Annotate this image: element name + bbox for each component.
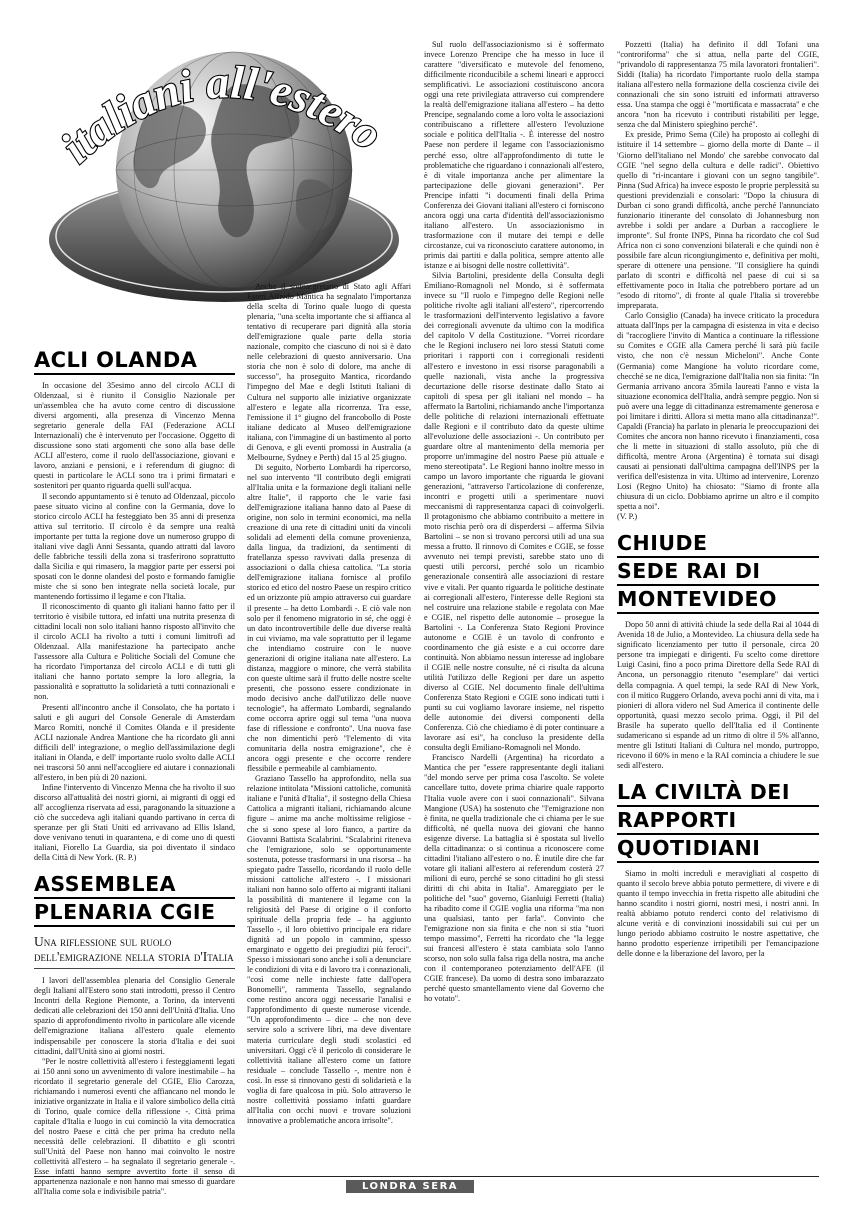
assemblea-paragraph: Carlo Consiglio (Canada) ha invece criticato la procedura attuata dall'Inps per la campagna di esistenza in vita e deciso di "raccogliere l'invito di Mantica a continuare la riflessione su Comites e CGIE alla Camera perché li sarà più facile visto, che non c'è nessun Micheloni". Anche Conte (Germania) come Mangione ha voluto ricordare come, checché se ne dica, l'emigrazione dall'Italia non sia finita: "In Germania arrivano ancora 35mila laureati l'anno e vista la situazione economica dell'Italia, andrà sempre peggio. Non si può avere una legge di cittadinanza estremamente generosa e poi limitare i diritti. Allora si metta mano alla cittadinanza!". Capaldi (Francia) ha parlato in plenaria le preoccupazioni dei Comites che ancora non hanno ricevuto i finanziamenti, cosa che li mette in situazioni di stallo assoluto, più che di difficoltà, mentre Arona (Argentina) è tornata sui disagi causati ai pensionati dall'ultima campagna dell'INPS per la verifica dell'esistenza in vita. Ultimo ad intervenire, Lorenzo Losi (Regno Unito) ha chiosato: "Siamo di fronte alla chiusura di un ciclo. Dobbiamo aprirne un altro e il compito spetta a noi". [617, 311, 819, 512]
assemblea-paragraph: Silvia Bartolini, presidente della Consulta degli Emiliano-Romagnoli nel Mondo, si è soffermata invece su "Il ruolo e l'impegno delle Regioni nelle politiche rivolte agli italiani all'estero", ripercorrendo le trasformazioni dell'intervento legislativo a favore dei corregionali avvenute da ultimo con la modifica del capitolo V della Costituzione. "Vorrei ricordare che le Regioni inclusero nei loro stessi Statuti come prioritari i rapporti con i corregionali residenti all'estero e investono in essi risorse paragonabili a quelle nazionali, vista anche la progressiva decurtazione delle risorse destinate dallo Stato ai capitoli di spesa per gli italiani nel mondo – ha affermato la Bartolini, richiamando anche l'importanza delle politiche di relazioni internazionali effettuate dalle Regioni e il contributo dato da queste ultime all'evoluzione delle associazioni -. Un contributo per guardare oltre al mantenimento della memoria per proporre un'immagine del nostro Paese più attuale e meno stereotipata". Le Regioni hanno inoltre messo in campo un lavoro importante che riguarda le giovani generazioni, "attraverso l'articolazione di conferenze, incontri e progetti utili a sperimentare nuovi meccanismi di rappresentanza capaci di coinvolgerli. Il protagonismo che abbiamo contribuito a mettere in moto rischia però ora di disperdersi – afferma Silvia Bartolini – se non si trovano percorsi utili ad una sua messa a frutto. Il rinnovo di Comites e CGIE, se fosse avvenuto nei tempi previsti, sarebbe stato uno di questi utili percorsi, perché solo un ricambio generazionale consentirà alle associazioni di restare vive e vitali. Per quanto riguarda le politiche destinate ai corregionali all'estero, l'interesse delle Regioni sta nel costruire una relazione stabile e regolata con Mae e CGIE, nel rispetto delle autonomie – prosegue la Bartolini -. La Conferenza Stato Regioni Province autonome e CGIE è un tavolo di confronto e coordinamento che già esiste e a cui occorre dare continuità. Non abbiamo nessun interesse ad inglobare il CGIE nelle nostre consulte, né ci risulta da alcuna utilità l'utilizzo delle Regioni per dare un aspetto diverso al CGIE. Nel documento finale dell'ultima Conferenza Stato Regioni e CGIE sono indicati tutti i punti su cui vogliamo lavorare insieme, nel rispetto delle autonomie dei diversi componenti della Conferenza. Ciò che chiediamo è di poter continuare a lavorare así esi", ha concluso la presidente della consulta degli Emiliano-Romagnoli nel Mondo. [424, 271, 604, 753]
acli-paragraph: Presenti all'incontro anche il Consolato, che ha portato i saluti e gli auguri del Console Generale di Amsterdam Marco Romiti, nonché il Comites Olanda e il presidente ACLI nazionale Andrea Mantione che ha ricordato gli anni difficili dell' integrazione, o meglio dell'assimilazione degli italiani in Olanda, e dell' importante ruolo svolto dalle ACLI nei trascorsi 50 anni nell'accogliere ed aiutare i connazionali all'estero, in ben più di 20 nazioni. [34, 702, 235, 782]
page-footer [34, 1176, 819, 1191]
column-3 [424, 40, 604, 1170]
headline-rai [617, 530, 819, 614]
acli-paragraph: Infine l'intervento di Vincenzo Menna che ha rivolto il suo discorso all'attualità dei nostri giorni, ai migranti di oggi ed all' accoglienza riservata ad essi, paragonando la situazione a ciò che succedeva agli italiani quando partivano in cerca di speranze per gli Stati Uniti ed arrivavano ad Ellis Island, dove venivano tenuti in quarantena, e di come uno di questi italiani, Fiorello La Guardia, sia poi diventato il sindaco della Città di New York. (R. P.) [34, 782, 235, 863]
assemblea-paragraph: Ex preside, Primo Sema (Cile) ha proposto ai colleghi di istituire il 14 settembre – giorno della morte di Dante – il 'Giorno dell'italiano nel Mondo' che sarebbe convocato dal CGIE "nel segno della cultura e delle radici". Obiettivo quello di "ri-incantare i giovani con un segno tangibile". Pinna (Sud Africa) ha invece esposto le proprie perplessità su questioni previdenziali e consolari: "Dopo la chiusura di Durban ci sono grandi difficoltà, anche perché l'annunciato funzionario itinerante del consolato di Johannesburg non avrebbe i soldi per andare a Durban a raccogliere le impronte". Sul fronte INPS, Pinna ha ricordato che col Sud Africa non ci sono convenzioni bilaterali e che quindi non è possibile fare alcun ricongiungimento e, definitiva per molti, sperare di ottenere una pensione. "Il consigliere ha quindi parlato di scontri e difficoltà nel paese di cui si sa effettivamente poco in Italia che potrebbero portare ad un "esodo di ritorno", di fronte al quale l'Italia si troverebbe impreparata. [617, 130, 819, 311]
civilta-paragraph: Siamo in molti increduli e meravigliati al cospetto di quanto il secolo breve abbia potuto permettere, di vivere e di quanto il tempo invecchia in fretta rispetto alle abitudini che hanno scandito i nostri giorni, nostri mesi, i nostri anni. In realtà abbiamo potuto renderci conto del relativismo di alcune verità e di convinzioni inossidabili sui cui per un lungo periodo abbiamo costruito le nostre aspettative, che hanno prodotto esperienze irripetibili per l'emancipazione delle donne e la liberazione del lavoro, per la [617, 868, 819, 959]
assemblea-paragraph: Sul ruolo dell'associazionismo si è soffermato invece Lorenzo Prencipe che ha messo in luce il carattere "diversificato e mutevole del fenomeno, difficilmente riconducibile a schemi lineari e approcci semplificativi. Le associazioni costituiscono ancora oggi una rete privilegiata attraverso cui comprendere la realtà dell'emigrazione italiana all'estero – ha detto Prencipe, segnalando come a loro volta le associazioni contribuiscano a riflettere all'estero l'evoluzione sociale e politica dell'Italia -. È interesse del nostro Paese non perdere il legame con l'associazionismo perché esso, oltre all'approfondimento di tutte le problematiche che riguardano i connazionali all'estero, è di vitale importanza anche per alimentare la partecipazione delle giovani generazioni". Per Prencipe infatti "i documenti finali della Prima Conferenza dei Giovani italiani all'estero ci forniscono ancora oggi una carta d'identità dell'associazionismo italiano all'estero. Un associazionismo in trasformazione con il mutare dei tempi e delle circostanze, cui va riconosciuto carattere autonomo, in primis dai partiti e dalla politica, sempre attento alle istanze e ai bisogni delle nostre collettività". [424, 40, 604, 271]
headline-line: RAPPORTI [617, 807, 819, 835]
headline-assemblea [34, 871, 235, 927]
assemblea-paragraph: I lavori dell'assemblea plenaria del Consiglio Generale degli Italiani all'Estero sono stati introdotti, presso il Centro Incontri della Regione Piemonte, a Torino, da interventi dedicati alle celebrazioni dei 150 anni dell'Unità d'Italia. Uno spazio di approfondimento rivolto in particolare alle vicende dell'emigrazione italiana all'estero quale elemento indispensabile per conoscere la storia d'Italia e dei suoi cittadini, dall'Unità sino ai giorni nostri. [34, 976, 235, 1056]
headline-line: SEDE RAI DI [617, 558, 819, 586]
rai-paragraph: Dopo 50 anni di attività chiude la sede della Rai al 1044 di Avenida 18 de Julio, a Montevideo. La chiusura della sede ha significato licenziamento per tutto il personale, circa 20 persone tra impiegati e dirigenti. Fu scelto come direttore Luigi Casini, fino a poco prima Direttore della Sede RAI di Ancona, un personaggio ritenuto "esemplare" dai vertici della compagnia. A quel tempi, la sede RAI di New York, con il mitico Ruggero Orlando, aveva pochi anni di vita, ma i pionieri di allora videro nel Sud America il continente delle opportunità, quasi mezzo secolo prima. Oggi, il Pil del Brasile ha superato quello dell'Italia ed il Continente sudamericano si espande ad un ritmo di oltre il 5% all'anno, mentre gli Istituti Italiani di Cultura nel mondo, purtroppo, ricevono il 60% in meno e la RAI comincia a chiudere le sue sedi all'estero. [617, 620, 819, 770]
article-signature: (V. P.) [617, 512, 638, 522]
acli-paragraph: In occasione del 35esimo anno del circolo ACLI di Oldenzaal, si è riunito il Consiglio Nazionale per un'assemblea che ha avuto come centro di discussione diversi argomenti, alla presenza di Vincenzo Menna segretario generale della FAI (Federazione ACLI Internazionali) che è intervenuto per l'occasione. Oggetto di discussione sono stati argomenti che sono alla base delle ACLI all'estero, come il ruolo dell'associazione, giovani e lavoro, anziani e pensioni, e i referendum di giugno: di questi in particolare le ACLI sono tra i primi firmatari e sostenitori per quanto riguarda quelli sull'acqua. [34, 381, 235, 491]
headline-civilta [617, 779, 819, 863]
section-banner [34, 40, 404, 315]
assemblea-paragraph: Di seguito, Norberto Lombardi ha ripercorso, nel suo intervento "Il contributo degli emigrati all'Italia unita e la formazione degli italiani nelle altre Italie", il rapporto che le varie fasi dell'emigrazione italiana hanno dato al Paese di origine, non solo in termini economici, ma nella creazione di una rete di cittadini uniti da vincoli solidali ad elementi della comune provenienza, dalla lingua, da tradizioni, da sentimenti di fratellanza spesso ravvivati dalla presenza di associazioni o dalla chiesa cattolica. "La storia dell'emigrazione italiana fornisce al profilo storico ed etico del nostro Paese un respiro critico ed un orizzonte più ampio attraverso cui guardare il presente – ha detto Lombardi -. E ciò vale non solo per il fenomeno migratorio in sé, che oggi è un dato incontrovertibile delle due diverse realtà in cui viviamo, ma vale soprattutto per il legame che intendiamo costruire con le nuove generazioni di origine italiana nate all'estero. La distanza, maggiore o minore, che verrà stabilita con queste ultime sarà il frutto delle nostre scelte presenti, che possono essere condizionate in modo decisivo anche dall'utilizzo delle nuove tecnologie", ha affermato Lombardi, segnalando come occorra aprire oggi sul tema "una nuova fase di riflessione e confronto". Una nuova fase che non dimentichi però "l'elemento di vita comunitaria della nostra emigrazione", che è ancora oggi presente e che occorre rendere flessibile e permeabile al cambiamento. [247, 462, 411, 774]
globe-illustration [34, 40, 404, 315]
assemblea-paragraph: Anche il sottosegretario di Stato agli Affari Esteri Alfredo Mantica ha segnalato l'importanza della scelta di Torino quale luogo di questa plenaria, "una scelta importante che si affianca al tentativo di recuperare pari dignità alla storia dell'emigrazione quale parte della storia nazionale, compito che ciascuno di noi si è dato nelle celebrazioni di questo anniversario. Una storia che non è solo di dolore, ma anche di successo", ha proseguito Mantica, ricordando l'impegno del Mae e degli Istituti Italiani di Cultura nel supporto alle iniziative organizzate all'estero e legate alla ricorrenza. Tra esse, l'emissione il 1° giugno del francobollo di Poste italiane dedicato al Museo dell'emigrazione italiana, con l'immagine di un bastimento al porto di Genova, e gli eventi promossi in Australia (a Melbourne, Sydney e Perth) dal 15 al 25 giugno. [247, 282, 411, 462]
headline-acli-olanda: ACLI OLANDA [34, 347, 235, 375]
headline-line: PLENARIA CGIE [34, 899, 235, 927]
subheadline-assemblea: Una riflessione sul ruolo dell'emigrazione nella storia d'Italia [34, 934, 235, 969]
assemblea-paragraph: Francisco Nardelli (Argentina) ha ricordato a Mantica che per "essere rappresentante degli italiani "del mondo serve per prima cosa l'ascolto. Se volete cancellare tutto, dovete prima chiarire quale rapporto l'Italia vuole avere con i suoi connazionali". Silvana Mangione (USA) ha sostenuto che "l'emigrazione non è finita, ne quella tradizionale che ci chiama per le sue difficoltà, né quella nuova dei giovani che hanno esigenze diverse. La battaglia si è spostata sul livello della cittadinanza: o si continua a riconoscere come cittadini l'italiano all'estero o no. È inutile dire che far votare gli italiani all'estero ai referendum costerà 27 milioni di euro, perché se sono cittadini ho gli stessi diritti di chi abita in Italia". Amareggiato per le politiche del "suo" governo, Gianluigi Ferretti (Italia) ha ribadito come il CGIE voglia una riforma "ma non una qualsiasi, tanto per farla". Convinto che l'emigrazione non sia finita e che non si stia "tuori tempo massimo", Ferretti ha ricordato che "la legge sui francesi all'estero è stata cambiata solo l'anno scorso, non solo sulla falsa riga della nostra, ma anche con il contemporaneo potenziamento dell'AFE (il CGIE francese). Da uomo di destra sono imbarazzato perché questo smantellamento viene dal Governo che ho votato". [424, 753, 604, 1004]
headline-line: LA CIVILTÀ DEI [617, 779, 819, 807]
assemblea-paragraph: Pozzetti (Italia) ha definito il ddl Tofani una "controriforma" che si attua, nella parte del CGIE, "privandolo di rappresentanza 75 mila lavoratori frontalieri". Siddi (Italia) ha ricordato l'importante ruolo della stampa italiana all'estero nella formazione della coscienza civile dei connazionali che sin sono istruiti ed informati attraverso essa. Una stampa che oggi è "mortificata e massacrata" e che ancora "non ha ricevuto i contributi ristabiliti per legge, senza che dal Ministero spieghino perché". [617, 40, 819, 130]
column-2 [247, 282, 411, 1170]
column-4 [617, 40, 819, 1170]
column-1 [34, 347, 235, 1197]
headline-line: MONTEVIDEO [617, 586, 819, 614]
acli-paragraph: Il secondo appuntamento si è tenuto ad Oldenzaal, piccolo paese situato vicino al confine con la Germania, dove lo storico circolo ACLI ha festeggiato ben 35 anni di presenza attiva sul territorio. Il circolo è da sempre una realtà importante per tutta la regione dove un numeroso gruppo di italiani vive dagli Anni Sessanta, quando attratti dal lavoro delle fabbriche tessili della zona si trasferirono soprattutto dalla Sicilia e qui rimasero, la maggior parte per essersi poi sposati con le donne olandesi del posto e formando famiglie miste che si sono ben integrate nella società locale, pur mantenendo fortissimo il legame e con l'Italia. [34, 491, 235, 601]
headline-line: QUOTIDIANI [617, 835, 819, 863]
banner-title: italiani all'estero [51, 56, 392, 173]
headline-line: ASSEMBLEA [34, 871, 235, 899]
assemblea-paragraph: "Per le nostre collettività all'estero i festeggiamenti legati ai 150 anni sono un avvenimento di valore inestimabile – ha ricordato il segretario generale del CGIE, Elio Carozza, richiamando i numerosi eventi che affiancano nel mondo le iniziative organizzate in Italia e il valore simbolico della città di Torino, quale cornice della riflessione -. Città prima capitale d'Italia e luogo in cui cominciò la vita democratica del nostro Paese e città che per prima ha creduto nella necessità delle celebrazioni. Il dibattito e gli scontri sull'Unità del Paese non hanno mai coinvolto le nostre collettività all'estero – ha segnalato il segretario generale -. Esse infatti hanno sempre avvertito forte il senso di appartenenza nazionale e non hanno mai smesso di guardare all'Italia come sola e indivisibile patria". [34, 1056, 235, 1197]
assemblea-paragraph: Graziano Tassello ha approfondito, nella sua relazione intitolata "Missioni cattoliche, comunità italiane e l'unità d'Italia", il sostegno della Chiesa Cattolica a migranti italiani, richiamando alcune figure – anime ma anche moltissime religiose - che si sono spese al loro fianco, a partire da Giovanni Battista Scalabrini. "Scalabrini riteneva che l'emigrazione, solo se opportunamente sostenuta, potesse trasformarsi in una risorsa – ha spiegato padre Tassello, ricordando il ruolo delle missioni cattoliche all'estero -. I missionari italiani non hanno solo offerto ai migranti italiani la possibilità di mantenere il legame con la religiosità del Paese di origine o il conforto spirituale della propria fede – ha aggiunto Tassello -, il loro obiettivo principale era ridare dignità ad un popolo in cammino, spesso emarginato e oggetto dei pregiudizi più feroci". Spesso i missionari sono anche i soli a denunciare le condizioni di vita e di lavoro tra i connazionali, "così come nelle inchieste fatte dall'opera Bonomelli", rammenta Tassello, segnalando come restino ancora oggi necessarie l'analisi e l'approfondimento di queste numerose vicende. "Un approfondimento – dice – che non deve servire solo a scrivere libri, ma deve diventare materia curriculare degli studi scolastici ed universitari. Oggi c'è il pericolo di considerare le collettività italiane all'estero come un fattore residuale – conclude Tassello -, mentre non è così. In esse si rinnovano gesti di solidarietà e la voglia di fare qualcosa in più. Solo attraverso le nostre collettività possiamo infatti guardare all'Italia con occhi nuovi e trovare soluzioni innovative a problematiche ancora irrisolte". [247, 774, 411, 1125]
headline-line: CHIUDE [617, 530, 819, 558]
acli-paragraph: Il riconoscimento di quanto gli italiani hanno fatto per il territorio è visibile tuttora, ed infatti una nutrita presenza di cittadini locali non solo italiani hanno risposto all'invito che il circolo ACLI ha rivolto a tutti i comuni limitrofi ad Oldenzaal. Alla manifestazione ha partecipato anche l'assessore alla Cultura e Politiche Sociali del Comune che ha ricordato l'importanza del circolo ACLI e di tutti gli italiani che hanno portato sempre la loro allegria, la passionalità e soprattutto la solidarietà a tutti connazionali e non. [34, 602, 235, 702]
publication-name: LONDRA SERA [346, 1180, 474, 1193]
